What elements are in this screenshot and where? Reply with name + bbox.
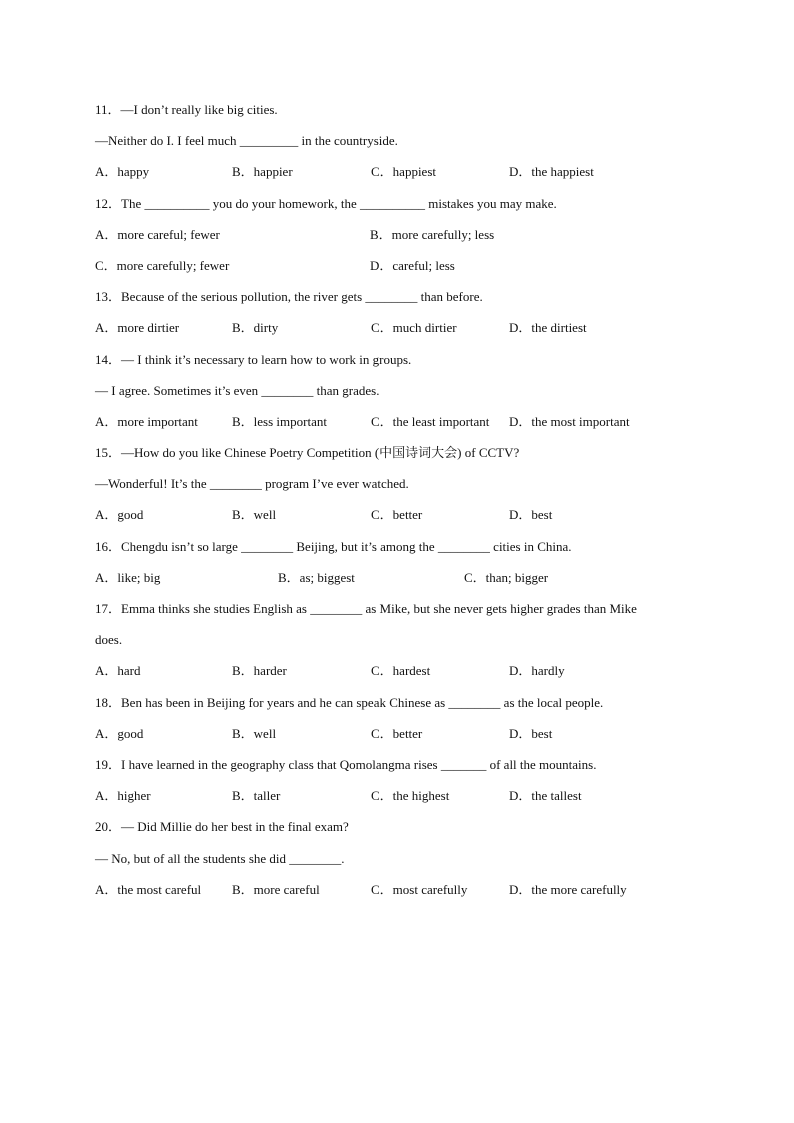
option-a: A．good bbox=[95, 507, 144, 523]
question-15-options bbox=[95, 505, 715, 536]
question-18-line-1: 18．Ben has been in Beijing for years and he can speak Chinese as ________ as the local people. bbox=[95, 694, 604, 710]
option-a: A．the most careful bbox=[95, 881, 202, 897]
question-11-options bbox=[95, 162, 715, 193]
option-a: A．like; big bbox=[95, 569, 161, 585]
question-12-line-1: 12．The __________ you do your homework, the __________ mistakes you may make. bbox=[95, 195, 557, 211]
option-b: B．more carefully; less bbox=[370, 226, 495, 242]
question-14-options bbox=[95, 412, 715, 443]
question-12-options-row-1 bbox=[95, 225, 715, 256]
question-15-line-2: —Wonderful! It’s the ________ program I’ve ever watched. bbox=[95, 476, 409, 492]
option-a: A．good bbox=[95, 725, 144, 741]
option-a: A．higher bbox=[95, 788, 151, 804]
option-b: B．well bbox=[232, 725, 277, 741]
option-d: D．the most important bbox=[509, 413, 630, 429]
option-b: B．happier bbox=[232, 164, 293, 180]
question-17-line-2: does. bbox=[95, 632, 123, 648]
question-16-options bbox=[95, 568, 715, 599]
option-c: C．happiest bbox=[371, 164, 436, 180]
option-c: C．more carefully; fewer bbox=[95, 257, 230, 273]
option-d: D．hardly bbox=[509, 663, 565, 679]
question-20-line-1: 20．— Did Millie do her best in the final exam? bbox=[95, 819, 349, 835]
question-20-options bbox=[95, 880, 715, 911]
question-14-line-2: — I agree. Sometimes it’s even ________ than grades. bbox=[95, 382, 380, 398]
option-b: B．as; biggest bbox=[278, 569, 355, 585]
option-a: A．more important bbox=[95, 413, 198, 429]
question-13-options bbox=[95, 318, 715, 349]
question-20-line-2: — No, but of all the students she did ________. bbox=[95, 850, 345, 866]
option-c: C．much dirtier bbox=[371, 320, 457, 336]
option-d: D．best bbox=[509, 507, 553, 523]
option-c: C．most carefully bbox=[371, 881, 468, 897]
option-c: C．the least important bbox=[371, 413, 490, 429]
option-b: B．well bbox=[232, 507, 277, 523]
option-d: D．careful; less bbox=[370, 257, 455, 273]
question-11-line-2: —Neither do I. I feel much _________ in the countryside. bbox=[95, 133, 398, 149]
question-14-line-1: 14．— I think it’s necessary to learn how to work in groups. bbox=[95, 351, 412, 367]
option-c: C．the highest bbox=[371, 788, 450, 804]
question-19-options bbox=[95, 786, 715, 817]
question-15-line-1: 15．—How do you like Chinese Poetry Competition (中国诗词大会) of CCTV? bbox=[95, 445, 520, 461]
option-d: D．the more carefully bbox=[509, 881, 627, 897]
question-12-options-row-2 bbox=[95, 256, 715, 287]
option-d: D．the happiest bbox=[509, 164, 594, 180]
question-list bbox=[95, 100, 715, 911]
option-c: C．hardest bbox=[371, 663, 431, 679]
option-a: A．happy bbox=[95, 164, 150, 180]
option-c: C．better bbox=[371, 507, 423, 523]
option-c: C．than; bigger bbox=[464, 569, 549, 585]
question-13-line-1: 13．Because of the serious pollution, the river gets ________ than before. bbox=[95, 289, 483, 305]
question-16-line-1: 16．Chengdu isn’t so large ________ Beijing, but it’s among the ________ cities in China. bbox=[95, 538, 572, 554]
question-19-line-1: 19．I have learned in the geography class that Qomolangma rises _______ of all the mountains. bbox=[95, 756, 597, 772]
option-d: D．the tallest bbox=[509, 788, 582, 804]
question-11-line-1: 11．—I don’t really like big cities. bbox=[95, 102, 278, 117]
option-b: B．harder bbox=[232, 663, 287, 679]
option-a: A．more careful; fewer bbox=[95, 226, 220, 242]
question-17-options bbox=[95, 661, 715, 692]
option-a: A．hard bbox=[95, 663, 141, 679]
option-b: B．taller bbox=[232, 788, 281, 804]
question-18-options bbox=[95, 724, 715, 755]
option-b: B．less important bbox=[232, 413, 327, 429]
option-b: B．dirty bbox=[232, 320, 279, 336]
question-17-line-1: 17．Emma thinks she studies English as ________ as Mike, but she never gets higher grades than Mike bbox=[95, 601, 637, 616]
option-d: D．best bbox=[509, 725, 553, 741]
option-d: D．the dirtiest bbox=[509, 320, 587, 336]
option-c: C．better bbox=[371, 725, 423, 741]
option-a: A．more dirtier bbox=[95, 320, 180, 336]
option-b: B．more careful bbox=[232, 881, 320, 897]
